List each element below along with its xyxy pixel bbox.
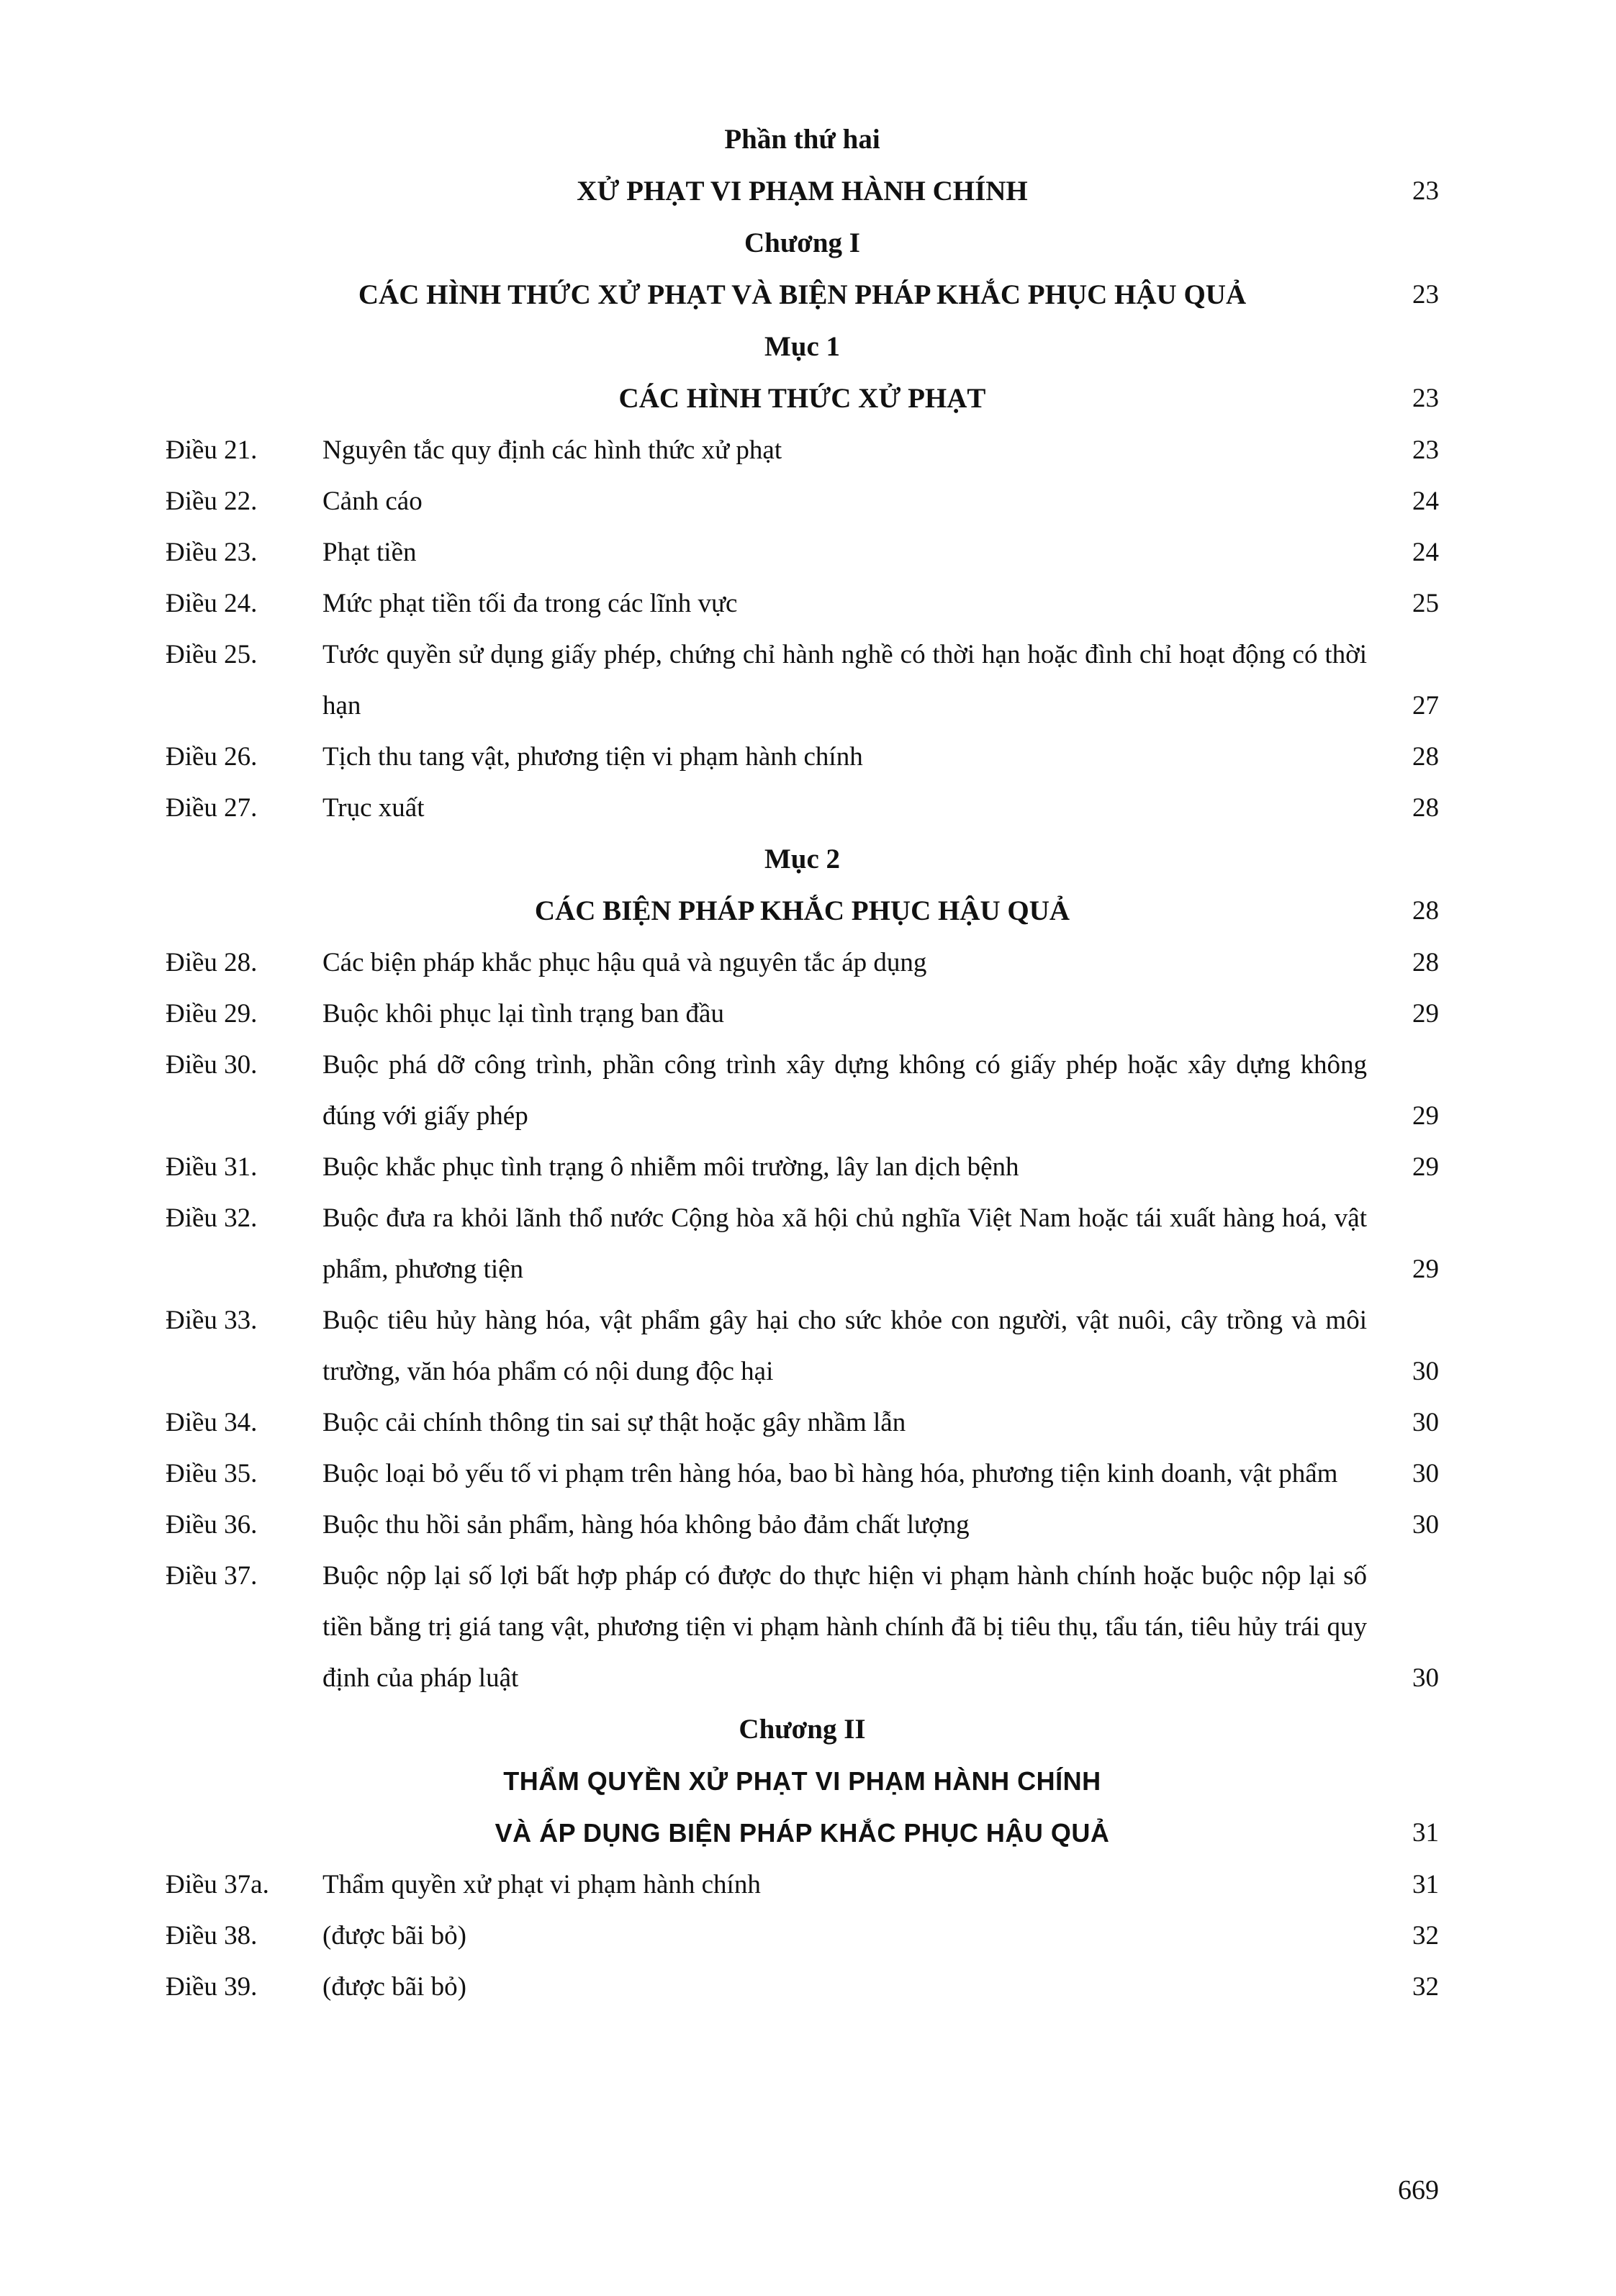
entry-page-number: 31	[1412, 1870, 1439, 1899]
toc-entry	[166, 731, 1439, 782]
toc-entry	[166, 1295, 1439, 1397]
toc-heading	[166, 269, 1439, 321]
entry-article-number: Điều 38.	[166, 1921, 258, 1951]
toc-entry	[166, 1550, 1439, 1704]
entry-page-number: 29	[1412, 999, 1439, 1029]
entry-page-number: 30	[1412, 1510, 1439, 1540]
toc-entry	[166, 1142, 1439, 1193]
entry-title: Nguyên tắc quy định các hình thức xử phạt	[322, 435, 782, 465]
entry-title: Buộc tiêu hủy hàng hóa, vật phẩm gây hại cho sức khỏe con người, vật nuôi, cây trồng và môi trường, văn hóa phẩm có nội dung độc hại	[322, 1306, 1367, 1386]
heading-text: Chương II	[739, 1714, 866, 1745]
entry-article-number: Điều 37a.	[166, 1870, 269, 1899]
entry-article-number: Điều 22.	[166, 487, 258, 516]
heading-text: Mục 1	[764, 331, 841, 362]
heading-text: Mục 2	[764, 844, 841, 874]
entry-page-number: 29	[1412, 1101, 1439, 1131]
heading-text: THẨM QUYỀN XỬ PHẠT VI PHẠM HÀNH CHÍNH	[503, 1766, 1101, 1796]
toc-entry	[166, 1193, 1439, 1295]
toc-entry	[166, 425, 1439, 476]
toc-entry	[166, 476, 1439, 527]
toc-entry	[166, 1499, 1439, 1550]
heading-text: XỬ PHẠT VI PHẠM HÀNH CHÍNH	[577, 176, 1028, 207]
entry-page-number: 32	[1412, 1972, 1439, 2002]
heading-page-number: 28	[1412, 896, 1439, 926]
entry-page-number: 24	[1412, 487, 1439, 516]
heading-text: Chương I	[744, 227, 860, 258]
toc-heading	[166, 885, 1439, 937]
entry-title: Thẩm quyền xử phạt vi phạm hành chính	[322, 1870, 761, 1899]
entry-article-number: Điều 39.	[166, 1972, 258, 2002]
entry-article-number: Điều 27.	[166, 793, 258, 823]
toc-entry	[166, 1961, 1439, 2012]
entry-page-number: 23	[1412, 435, 1439, 465]
toc-heading	[166, 321, 1439, 373]
entry-title: Buộc khôi phục lại tình trạng ban đầu	[322, 999, 724, 1029]
entry-page-number: 27	[1412, 691, 1439, 720]
entry-article-number: Điều 35.	[166, 1459, 258, 1488]
entry-page-number: 28	[1412, 742, 1439, 772]
entry-title: Buộc thu hồi sản phẩm, hàng hóa không bảo đảm chất lượng	[322, 1510, 970, 1540]
entry-page-number: 29	[1412, 1152, 1439, 1182]
heading-page-number: 23	[1412, 384, 1439, 413]
entry-page-number: 28	[1412, 948, 1439, 977]
entry-page-number: 30	[1412, 1459, 1439, 1488]
heading-text: CÁC HÌNH THỨC XỬ PHẠT VÀ BIỆN PHÁP KHẮC PHỤC HẬU QUẢ	[358, 279, 1247, 310]
entry-article-number: Điều 23.	[166, 538, 258, 567]
toc-entry	[166, 1397, 1439, 1448]
toc-entry	[166, 1039, 1439, 1142]
entry-title: Buộc loại bỏ yếu tố vi phạm trên hàng hóa, bao bì hàng hóa, phương tiện kinh doanh, vật phẩm	[322, 1459, 1338, 1488]
toc-entry	[166, 1910, 1439, 1961]
heading-text: VÀ ÁP DỤNG BIỆN PHÁP KHẮC PHỤC HẬU QUẢ	[495, 1818, 1110, 1848]
page-footer	[1398, 2165, 1439, 2216]
entry-title: Các biện pháp khắc phục hậu quả và nguyên tắc áp dụng	[322, 948, 927, 977]
toc-entry	[166, 782, 1439, 833]
toc-heading	[166, 217, 1439, 269]
toc-entry	[166, 937, 1439, 988]
entry-article-number: Điều 33.	[166, 1306, 258, 1335]
heading-page-number: 31	[1412, 1818, 1439, 1848]
heading-text: CÁC HÌNH THỨC XỬ PHẠT	[618, 383, 986, 414]
entry-page-number: 32	[1412, 1921, 1439, 1951]
toc-entry	[166, 527, 1439, 578]
toc-heading	[166, 1704, 1439, 1755]
entry-title: Cảnh cáo	[322, 487, 423, 516]
toc-heading	[166, 1755, 1439, 1807]
heading-text: Phần thứ hai	[724, 124, 880, 155]
entry-title: Buộc phá dỡ công trình, phần công trình xây dựng không có giấy phép hoặc xây dựng không đúng với giấy phép	[322, 1050, 1367, 1131]
entry-article-number: Điều 28.	[166, 948, 258, 977]
toc-entry	[166, 988, 1439, 1039]
entry-article-number: Điều 21.	[166, 435, 258, 465]
heading-text: CÁC BIỆN PHÁP KHẮC PHỤC HẬU QUẢ	[534, 895, 1070, 926]
toc-heading	[166, 166, 1439, 217]
entry-title: Mức phạt tiền tối đa trong các lĩnh vực	[322, 589, 738, 618]
toc-entry	[166, 1859, 1439, 1910]
entry-article-number: Điều 37.	[166, 1561, 258, 1591]
entry-page-number: 25	[1412, 589, 1439, 618]
entry-title: Buộc đưa ra khỏi lãnh thổ nước Cộng hòa xã hội chủ nghĩa Việt Nam hoặc tái xuất hàng hoá, vật phẩm, phương tiện	[322, 1203, 1367, 1284]
entry-page-number: 30	[1412, 1663, 1439, 1693]
entry-title: Tước quyền sử dụng giấy phép, chứng chỉ hành nghề có thời hạn hoặc đình chỉ hoạt động có thời hạn	[322, 640, 1367, 720]
toc-heading	[166, 373, 1439, 425]
toc-entry	[166, 1448, 1439, 1499]
entry-title: (được bãi bỏ)	[322, 1921, 466, 1951]
entry-page-number: 28	[1412, 793, 1439, 823]
entry-page-number: 30	[1412, 1357, 1439, 1386]
entry-page-number: 29	[1412, 1255, 1439, 1284]
toc-heading	[166, 114, 1439, 166]
toc-heading	[166, 1807, 1439, 1859]
toc-entry	[166, 578, 1439, 629]
heading-page-number: 23	[1412, 176, 1439, 206]
toc-heading	[166, 833, 1439, 885]
entry-title: Tịch thu tang vật, phương tiện vi phạm hành chính	[322, 742, 863, 772]
entry-article-number: Điều 31.	[166, 1152, 258, 1182]
entry-title: Phạt tiền	[322, 538, 417, 567]
entry-article-number: Điều 26.	[166, 742, 258, 772]
entry-title: (được bãi bỏ)	[322, 1972, 466, 2002]
folio-page-number: 669	[1398, 2175, 1439, 2205]
entry-article-number: Điều 30.	[166, 1050, 258, 1080]
entry-page-number: 24	[1412, 538, 1439, 567]
entry-title: Buộc cải chính thông tin sai sự thật hoặc gây nhầm lẫn	[322, 1408, 906, 1437]
entry-article-number: Điều 32.	[166, 1203, 258, 1233]
entry-article-number: Điều 34.	[166, 1408, 258, 1437]
entry-title: Trục xuất	[322, 793, 425, 823]
entry-page-number: 30	[1412, 1408, 1439, 1437]
entry-title: Buộc nộp lại số lợi bất hợp pháp có được do thực hiện vi phạm hành chính hoặc buộc nộp lại số tiền bằng trị giá tang vật, phương tiện vi phạm hành chính đã bị tiêu thụ, tẩu tán, tiêu hủy trái quy định của pháp luật	[322, 1561, 1367, 1693]
entry-article-number: Điều 24.	[166, 589, 258, 618]
entry-article-number: Điều 25.	[166, 640, 258, 669]
entry-title: Buộc khắc phục tình trạng ô nhiễm môi trường, lây lan dịch bệnh	[322, 1152, 1019, 1182]
toc-entry	[166, 629, 1439, 731]
entry-article-number: Điều 29.	[166, 999, 258, 1029]
entry-article-number: Điều 36.	[166, 1510, 258, 1540]
heading-page-number: 23	[1412, 280, 1439, 309]
